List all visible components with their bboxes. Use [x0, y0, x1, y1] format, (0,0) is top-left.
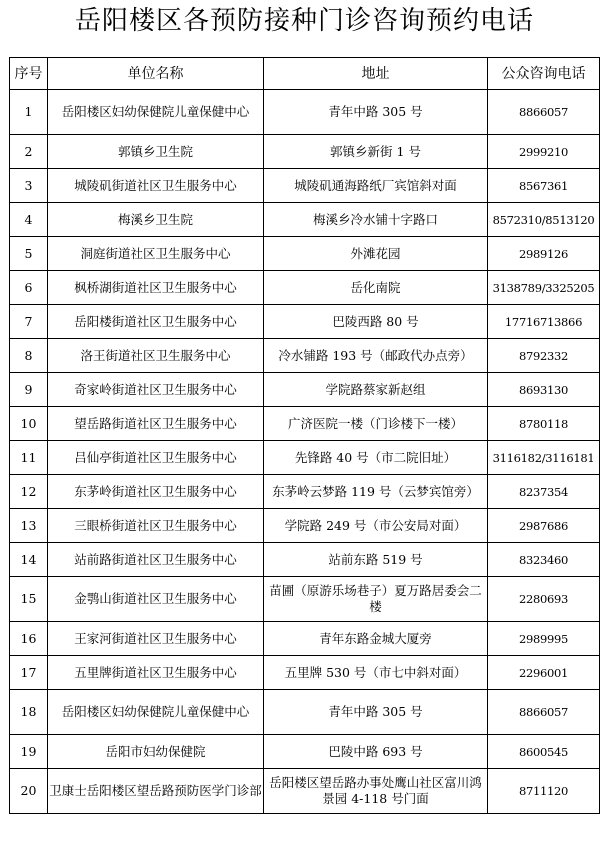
clinic-address: 城陵矶通海路纸厂宾馆斜对面	[264, 169, 488, 203]
row-number: 20	[10, 769, 48, 814]
table-row	[10, 735, 600, 769]
row-number: 6	[10, 271, 48, 305]
clinic-address: 巴陵中路 693 号	[264, 735, 488, 769]
clinic-address: 青年中路 305 号	[264, 690, 488, 735]
row-number: 13	[10, 509, 48, 543]
clinic-phone: 2987686	[488, 509, 600, 543]
clinic-phone: 2989126	[488, 237, 600, 271]
clinic-address: 岳化南院	[264, 271, 488, 305]
clinic-address: 郭镇乡新街 1 号	[264, 135, 488, 169]
row-number: 18	[10, 690, 48, 735]
clinic-phone: 8792332	[488, 339, 600, 373]
clinic-phone: 8572310/8513120	[488, 203, 600, 237]
row-number: 11	[10, 441, 48, 475]
table-row	[10, 441, 600, 475]
clinic-name: 岳阳市妇幼保健院	[48, 735, 264, 769]
clinic-phone: 8323460	[488, 543, 600, 577]
clinic-phone: 8866057	[488, 90, 600, 135]
table-row	[10, 407, 600, 441]
header-address: 地址	[264, 58, 488, 90]
row-number: 14	[10, 543, 48, 577]
table-row	[10, 90, 600, 135]
clinic-name: 枫桥湖街道社区卫生服务中心	[48, 271, 264, 305]
clinic-phone: 8866057	[488, 690, 600, 735]
table-row	[10, 237, 600, 271]
clinic-name: 岳阳楼区妇幼保健院儿童保健中心	[48, 90, 264, 135]
table-row	[10, 135, 600, 169]
clinic-phone: 8600545	[488, 735, 600, 769]
clinic-name: 金鹗山街道社区卫生服务中心	[48, 577, 264, 622]
row-number: 16	[10, 622, 48, 656]
table-row	[10, 543, 600, 577]
clinic-name: 洞庭街道社区卫生服务中心	[48, 237, 264, 271]
table-row	[10, 169, 600, 203]
clinic-name: 岳阳楼区妇幼保健院儿童保健中心	[48, 690, 264, 735]
clinic-phone: 2999210	[488, 135, 600, 169]
clinic-address: 先锋路 40 号（市二院旧址）	[264, 441, 488, 475]
clinic-name: 三眼桥街道社区卫生服务中心	[48, 509, 264, 543]
row-number: 5	[10, 237, 48, 271]
row-number: 10	[10, 407, 48, 441]
row-number: 8	[10, 339, 48, 373]
clinic-address: 冷水铺路 193 号（邮政代办点旁）	[264, 339, 488, 373]
table-row	[10, 509, 600, 543]
table-row	[10, 656, 600, 690]
clinic-name: 东茅岭街道社区卫生服务中心	[48, 475, 264, 509]
table-row	[10, 622, 600, 656]
table-row	[10, 769, 600, 814]
clinic-name: 卫康士岳阳楼区望岳路预防医学门诊部	[48, 769, 264, 814]
row-number: 3	[10, 169, 48, 203]
clinic-address: 青年东路金城大厦旁	[264, 622, 488, 656]
table-row	[10, 203, 600, 237]
table-row	[10, 690, 600, 735]
row-number: 9	[10, 373, 48, 407]
row-number: 17	[10, 656, 48, 690]
table-header-row	[10, 58, 600, 90]
page-title: 岳阳楼区各预防接种门诊咨询预约电话	[74, 6, 534, 36]
clinic-address: 巴陵西路 80 号	[264, 305, 488, 339]
clinic-name: 郭镇乡卫生院	[48, 135, 264, 169]
clinic-phone: 2296001	[488, 656, 600, 690]
clinic-phone: 2989995	[488, 622, 600, 656]
clinic-name: 王家河街道社区卫生服务中心	[48, 622, 264, 656]
table-row	[10, 475, 600, 509]
clinic-address: 五里牌 530 号（市七中斜对面）	[264, 656, 488, 690]
clinic-phone: 8567361	[488, 169, 600, 203]
table-body	[10, 90, 600, 814]
clinic-name: 奇家岭街道社区卫生服务中心	[48, 373, 264, 407]
clinic-address: 学院路蔡家新赵组	[264, 373, 488, 407]
row-number: 4	[10, 203, 48, 237]
clinic-name: 站前路街道社区卫生服务中心	[48, 543, 264, 577]
row-number: 7	[10, 305, 48, 339]
clinic-phone: 3116182/3116181	[488, 441, 600, 475]
clinic-phone: 8237354	[488, 475, 600, 509]
clinic-address: 梅溪乡冷水铺十字路口	[264, 203, 488, 237]
table-row	[10, 339, 600, 373]
table-row	[10, 577, 600, 622]
table-row	[10, 271, 600, 305]
table-row	[10, 305, 600, 339]
clinic-address: 外滩花园	[264, 237, 488, 271]
clinic-name: 吕仙亭街道社区卫生服务中心	[48, 441, 264, 475]
row-number: 19	[10, 735, 48, 769]
clinic-phone: 17716713866	[488, 305, 600, 339]
row-number: 1	[10, 90, 48, 135]
table-row	[10, 373, 600, 407]
clinic-address: 岳阳楼区望岳路办事处鹰山社区富川鸿景园 4-118 号门面	[264, 769, 488, 814]
row-number: 2	[10, 135, 48, 169]
clinic-name: 梅溪乡卫生院	[48, 203, 264, 237]
clinic-name: 望岳路街道社区卫生服务中心	[48, 407, 264, 441]
clinic-address: 学院路 249 号（市公安局对面）	[264, 509, 488, 543]
header-phone: 公众咨询电话	[488, 58, 600, 90]
clinic-name: 五里牌街道社区卫生服务中心	[48, 656, 264, 690]
clinic-name: 岳阳楼街道社区卫生服务中心	[48, 305, 264, 339]
clinic-phone: 8693130	[488, 373, 600, 407]
clinic-address: 东茅岭云梦路 119 号（云梦宾馆旁）	[264, 475, 488, 509]
clinic-name: 洛王街道社区卫生服务中心	[48, 339, 264, 373]
clinic-phone: 8780118	[488, 407, 600, 441]
row-number: 15	[10, 577, 48, 622]
clinic-phone: 2280693	[488, 577, 600, 622]
clinic-phone: 8711120	[488, 769, 600, 814]
header-no: 序号	[10, 58, 48, 90]
clinic-address: 广济医院一楼（门诊楼下一楼）	[264, 407, 488, 441]
clinic-phone: 3138789/3325205	[488, 271, 600, 305]
clinic-name: 城陵矶街道社区卫生服务中心	[48, 169, 264, 203]
row-number: 12	[10, 475, 48, 509]
clinic-table	[9, 57, 600, 814]
clinic-address: 青年中路 305 号	[264, 90, 488, 135]
clinic-address: 苗圃（原游乐场巷子）夏万路居委会二楼	[264, 577, 488, 622]
clinic-address: 站前东路 519 号	[264, 543, 488, 577]
header-name: 单位名称	[48, 58, 264, 90]
